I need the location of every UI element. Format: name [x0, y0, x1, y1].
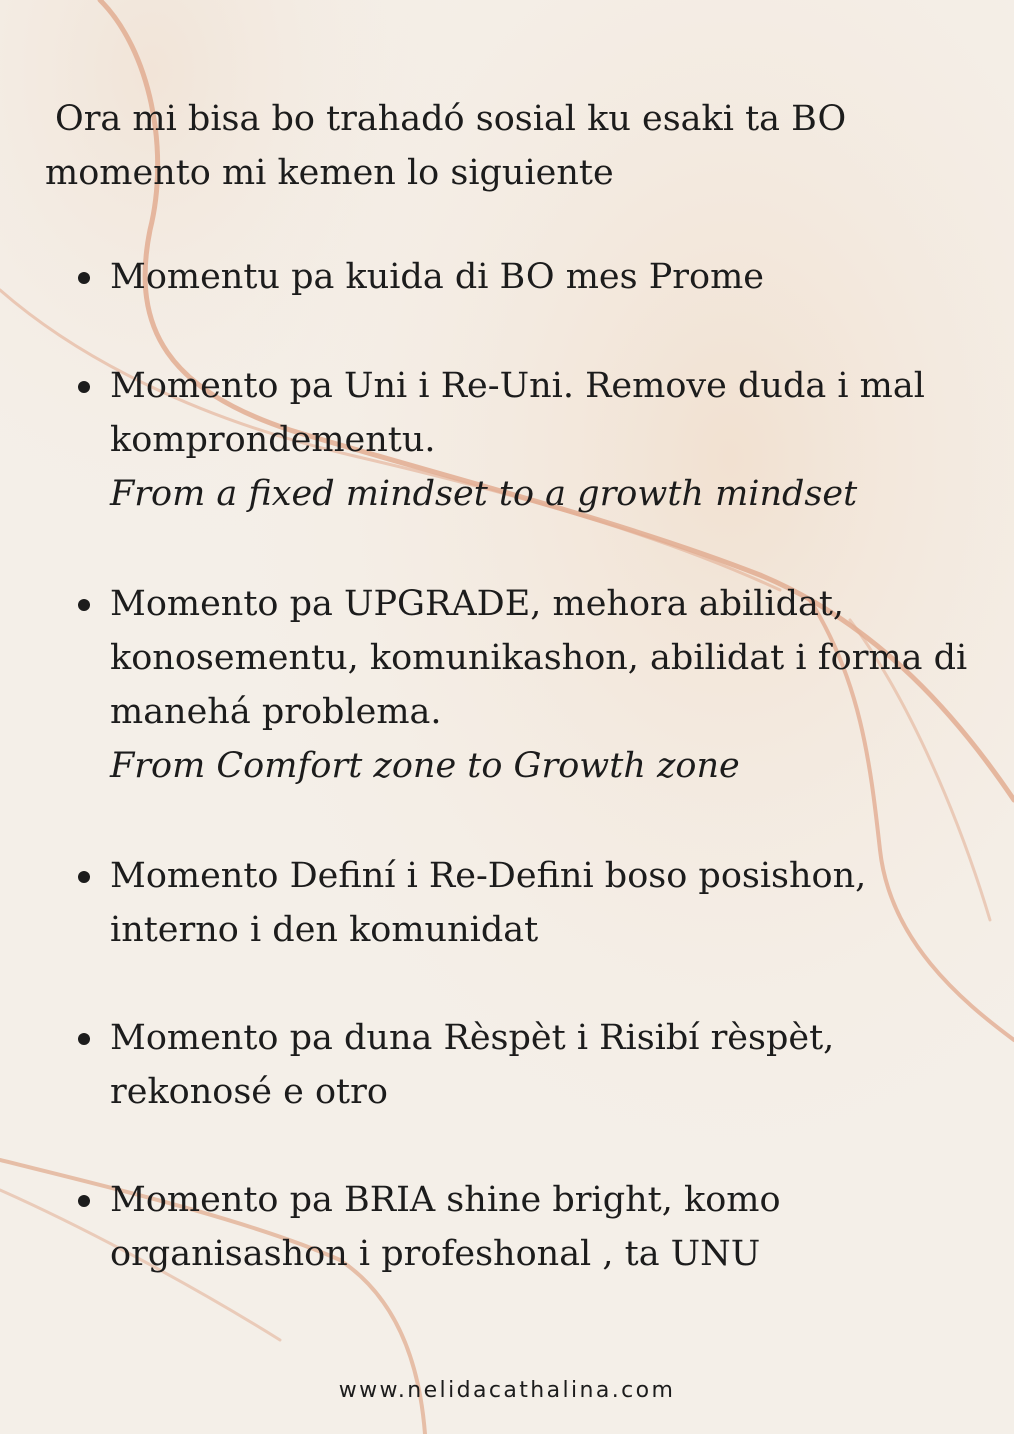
bullet-line: konosementu, komunikashon, abilidat i forma di — [110, 638, 968, 678]
list-item — [110, 1173, 990, 1281]
intro-line-1: Ora mi bisa bo trahadó sosial ku esaki ta BO — [55, 99, 847, 139]
list-item — [110, 359, 990, 521]
bullet-line: rekonosé e otro — [110, 1072, 388, 1112]
list-item — [110, 250, 990, 304]
bullet-line: interno i den komunidat — [110, 910, 539, 950]
list-item — [110, 849, 990, 957]
bullet-line: Momento pa duna Rèspèt i Risibí rèspèt, — [110, 1018, 835, 1058]
intro-line-2: momento mi kemen lo siguiente — [45, 153, 614, 193]
bullet-line: Momento pa UPGRADE, mehora abilidat, — [110, 584, 845, 624]
bullet-line: manehá problema. — [110, 692, 442, 732]
bullet-line: Momento pa Uni i Re-Uni. Remove duda i mal — [110, 366, 925, 406]
bullet-line: Momentu pa kuida di BO mes Prome — [110, 257, 764, 297]
intro-paragraph — [45, 92, 945, 200]
bullet-line: Momento Definí i Re-Defini boso posishon, — [110, 856, 867, 896]
bullet-italic-note: From Comfort zone to Growth zone — [110, 746, 740, 786]
bullet-italic-note: From a fixed mindset to a growth mindset — [110, 474, 858, 514]
list-item — [110, 1011, 990, 1119]
bullet-line: organisashon i profeshonal , ta UNU — [110, 1234, 761, 1274]
list-item — [110, 577, 990, 793]
bullet-line: Momento pa BRIA shine bright, komo — [110, 1180, 781, 1220]
footer-website[interactable]: www.nelidacathalina.com — [338, 1378, 676, 1403]
bullet-line: komprondementu. — [110, 420, 436, 460]
